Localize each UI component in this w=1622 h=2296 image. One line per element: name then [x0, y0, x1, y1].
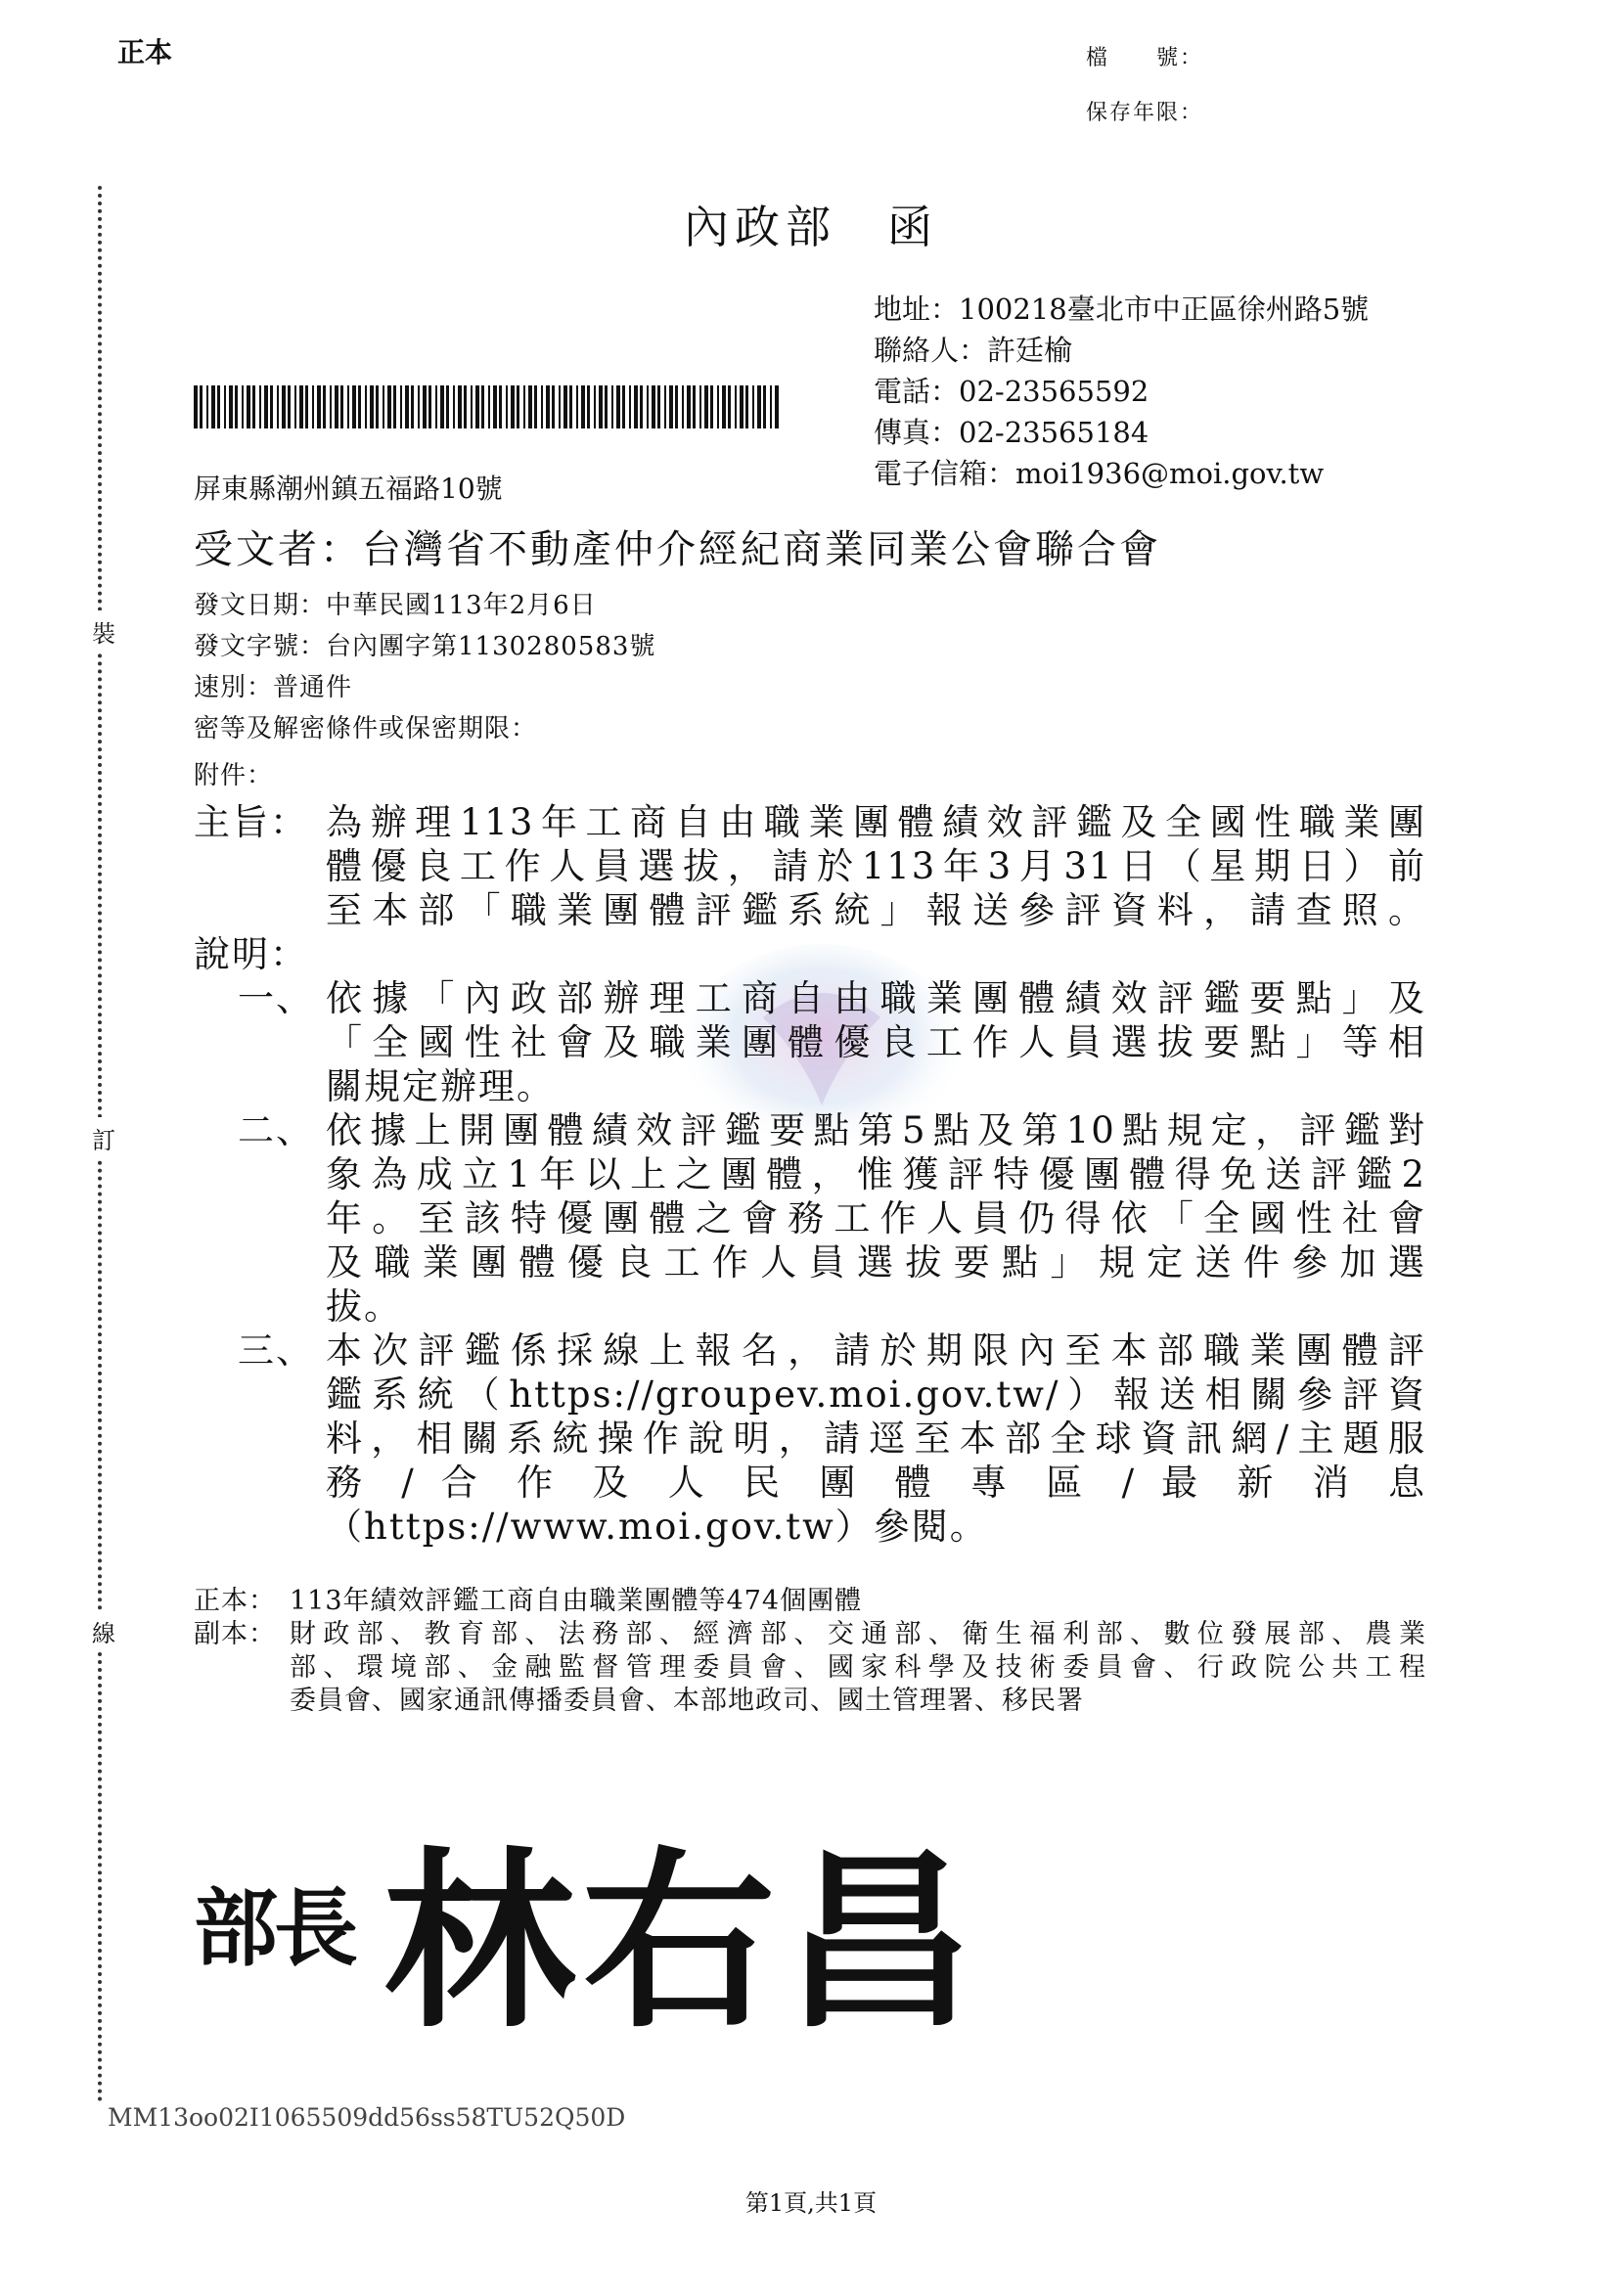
barcode-bar: [569, 385, 572, 428]
barcode-bar: [475, 385, 479, 428]
barcode-bar: [717, 385, 719, 428]
barcode-bar: [657, 385, 660, 428]
retention-period-label: 保存年限：: [1086, 101, 1204, 125]
barcode-bar: [206, 385, 208, 428]
barcode-bar: [330, 385, 332, 428]
barcode-bar: [710, 385, 713, 428]
binding-mark-ding: 訂: [92, 1117, 115, 1159]
barcode-bar: [376, 385, 379, 428]
barcode-bar: [335, 385, 338, 428]
barcode-bar: [247, 385, 250, 428]
barcode-bar: [687, 385, 691, 428]
barcode-bar: [440, 385, 444, 428]
barcode-bar: [370, 385, 374, 428]
barcode-bar: [634, 385, 638, 428]
barcode-bar: [393, 385, 396, 428]
barcode-bar: [728, 385, 731, 428]
attachment: 附件：: [194, 761, 274, 790]
barcode-bar: [453, 385, 455, 428]
barcode-bar: [581, 385, 585, 428]
barcode-bar: [217, 385, 220, 428]
barcode-bar: [669, 385, 673, 428]
document-title: [0, 192, 1622, 256]
barcode-bar: [488, 385, 490, 428]
copy-recipients-line: 委員會、國家通訊傳播委員會、本部地政司、國土管理署、移民署: [290, 1686, 1084, 1716]
barcode-bar: [464, 385, 467, 428]
barcode-bar: [224, 385, 226, 428]
delivery-speed: 速別：普通件: [194, 673, 353, 702]
copy-recipients-line: 部、環境部、金融監督管理委員會、國家科學及技術委員會、行政院公共工程: [290, 1652, 1426, 1683]
subject-line: 體優良工作人員選拔，請於113年3月31日（星期日）前: [326, 845, 1426, 887]
barcode-bar: [699, 385, 701, 428]
contact-block: [874, 289, 1369, 494]
barcode-bar: [616, 385, 620, 428]
original-recipients: 113年績效評鑑工商自由職業團體等474個團體: [290, 1586, 863, 1616]
barcode-bar: [270, 385, 273, 428]
sender-address: 地址：100218臺北市中正區徐州路5號: [874, 293, 1370, 326]
barcode-bar: [647, 385, 649, 428]
document-type: 函: [887, 201, 938, 253]
barcode-bar: [481, 385, 484, 428]
barcode-bar: [277, 385, 279, 428]
binding-mark-zhuang: 裝: [92, 610, 115, 653]
phone: 電話：02-23565592: [874, 375, 1149, 408]
barcode-bar: [200, 385, 203, 428]
explanation-line: 年。至該特優團體之會務工作人員仍得依「全國性社會: [326, 1197, 1426, 1239]
item-number: 一、: [238, 977, 314, 1019]
signature-title: 部長: [194, 1879, 354, 1978]
explanation-line: 「全國性社會及職業團體優良工作人員選拔要點」等相: [326, 1021, 1426, 1063]
barcode-bar: [682, 385, 684, 428]
explanation-line: 依據上開團體績效評鑑要點第5點及第10點規定，評鑑對: [326, 1109, 1426, 1151]
barcode-bar: [675, 385, 678, 428]
barcode-bar: [587, 385, 590, 428]
barcode-bar: [264, 385, 268, 428]
barcode-bar: [312, 385, 314, 428]
barcode-bar: [471, 385, 473, 428]
barcode-bar: [282, 385, 286, 428]
barcode-bar: [517, 385, 519, 428]
explanation-line: 料，相關系統操作說明，請逕至本部全球資訊網/主題服: [326, 1418, 1426, 1460]
barcode-bar: [599, 385, 603, 428]
barcode-bar: [305, 385, 308, 428]
item-number: 二、: [238, 1109, 314, 1151]
recipient-address: 屏東縣潮州鎮五福路10號: [194, 473, 503, 505]
copy-recipients-label: 副本：: [194, 1619, 276, 1649]
barcode-bar: [775, 385, 779, 428]
barcode-bar: [640, 385, 643, 428]
barcode-bar: [446, 385, 449, 428]
file-number-label: 檔 號：: [1086, 46, 1204, 70]
barcode-bar: [288, 385, 291, 428]
issue-date: 發文日期：中華民國113年2月6日: [194, 591, 597, 620]
email: 電子信箱：moi1936@moi.gov.tw: [874, 457, 1325, 490]
barcode-bar: [299, 385, 303, 428]
barcode-bar: [541, 385, 543, 428]
barcode-bar: [493, 385, 497, 428]
barcode-bar: [411, 385, 414, 428]
explanation-line: 象為成立1年以上之團體，惟獲評特優團體得免送評鑑2: [326, 1153, 1426, 1195]
barcode-bar: [605, 385, 608, 428]
explanation-line: （https://www.moi.gov.tw）參閱。: [326, 1506, 988, 1548]
signature-name: 林右昌: [383, 1829, 983, 2054]
explanation-line: 關規定辦理。: [326, 1065, 555, 1107]
barcode-bar: [400, 385, 402, 428]
barcode-bar: [229, 385, 233, 428]
barcode-bar: [594, 385, 596, 428]
barcode-bar: [499, 385, 502, 428]
barcode-bar: [735, 385, 737, 428]
barcode-bar: [358, 385, 361, 428]
barcode-bar: [722, 385, 726, 428]
barcode-bar: [235, 385, 238, 428]
barcode-bar: [347, 385, 349, 428]
barcode-bar: [340, 385, 343, 428]
explanation-line: 本次評鑑係採線上報名，請於期限內至本部職業團體評: [326, 1329, 1426, 1372]
fax: 傳真：02-23565184: [874, 416, 1149, 449]
barcode-bar: [559, 385, 561, 428]
agency-name: 內政部: [684, 201, 836, 253]
barcode-bar: [611, 385, 613, 428]
explanation-line: 拔。: [326, 1285, 402, 1328]
copy-type-label: 正本: [117, 36, 173, 68]
original-recipients-label: 正本：: [194, 1586, 276, 1616]
barcode-bar: [252, 385, 255, 428]
recipient-name: 受文者：台灣省不動產仲介經紀商業同業公會聯合會: [194, 527, 1161, 572]
explanation-line: 依據「內政部辦理工商自由職業團體績效評鑑要點」及: [326, 977, 1426, 1019]
barcode-bar: [770, 385, 772, 428]
barcode-bar: [317, 385, 321, 428]
barcode-bar: [428, 385, 431, 428]
copy-recipients-line: 財政部、教育部、法務部、經濟部、交通部、衛生福利部、數位發展部、農業: [290, 1619, 1426, 1649]
barcode-bar: [211, 385, 215, 428]
barcode-bar: [622, 385, 625, 428]
barcode-bar: [383, 385, 384, 428]
barcode-bar: [418, 385, 420, 428]
barcode-bar: [652, 385, 655, 428]
barcode-bar: [546, 385, 550, 428]
barcode-bar: [365, 385, 367, 428]
barcode-bar: [704, 385, 708, 428]
barcode-bar: [259, 385, 261, 428]
barcode-bar: [740, 385, 743, 428]
barcode-bar: [752, 385, 754, 428]
item-number: 三、: [238, 1329, 314, 1372]
subject-line: 為辦理113年工商自由職業團體績效評鑑及全國性職業團: [326, 801, 1426, 843]
barcode-bar: [563, 385, 567, 428]
document-serial: MM13oo02I1065509dd56ss58TU52Q50D: [108, 2103, 626, 2132]
barcode-bar: [435, 385, 437, 428]
barcode-bar: [323, 385, 326, 428]
barcode-bar: [523, 385, 525, 428]
barcode-bar: [194, 385, 198, 428]
explanation-line: 鑑系統（https://groupev.moi.gov.tw/）報送相關參評資: [326, 1373, 1426, 1416]
subject-line: 至本部「職業團體評鑑系統」報送參評資料，請查照。: [326, 889, 1426, 931]
barcode-bar: [458, 385, 462, 428]
barcode-bar: [352, 385, 356, 428]
confidentiality: 密等及解密條件或保密期限：: [194, 714, 538, 743]
barcode-bar: [763, 385, 766, 428]
subject-label: 主旨：: [194, 801, 308, 843]
barcode-bar: [294, 385, 296, 428]
barcode-bar: [629, 385, 631, 428]
explanation-line: 及職業團體優良工作人員選拔要點」規定送件參加選: [326, 1241, 1426, 1283]
document-number: 發文字號：台內團字第1130280583號: [194, 632, 656, 661]
barcode-bar: [387, 385, 391, 428]
barcode: [194, 385, 785, 428]
barcode-bar: [511, 385, 515, 428]
barcode-bar: [552, 385, 555, 428]
barcode-bar: [405, 385, 409, 428]
barcode-bar: [242, 385, 244, 428]
explanation-line: 務 / 合 作 及 人 民 團 體 專 區 / 最 新 消 息: [326, 1462, 1426, 1504]
binding-mark-xian: 線: [92, 1610, 115, 1652]
barcode-bar: [745, 385, 748, 428]
barcode-bar: [576, 385, 578, 428]
barcode-bar: [664, 385, 666, 428]
barcode-bar: [757, 385, 761, 428]
barcode-bar: [506, 385, 508, 428]
barcode-bar: [693, 385, 696, 428]
barcode-bar: [423, 385, 427, 428]
contact-person: 聯絡人：許廷榆: [874, 334, 1073, 367]
barcode-bar: [534, 385, 537, 428]
page-number: 第1頁,共1頁: [744, 2189, 878, 2217]
explanation-label: 說明：: [194, 933, 308, 975]
barcode-bar: [528, 385, 532, 428]
